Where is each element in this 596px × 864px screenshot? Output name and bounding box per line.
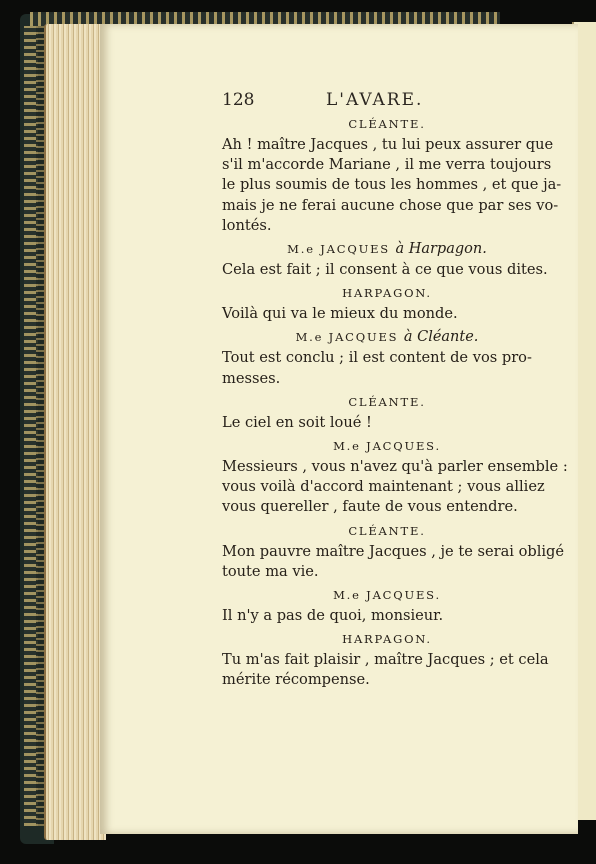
speaker-heading xyxy=(222,435,552,457)
page-number: 128 xyxy=(222,90,255,110)
speech-line: vous voilà d'accord maintenant ; vous alliez xyxy=(222,478,545,496)
speech-line: mérite récompense. xyxy=(222,671,370,689)
speech xyxy=(222,135,562,236)
speaker-name: CLÉANTE. xyxy=(348,394,426,409)
speaker-heading xyxy=(222,326,552,348)
speech-line: messes. xyxy=(222,369,281,387)
speech xyxy=(222,457,568,518)
speech-line: toute ma vie. xyxy=(222,562,319,580)
speech-line: Le ciel en soit loué ! xyxy=(222,413,372,431)
speech xyxy=(222,650,552,690)
speaker-name: HARPAGON. xyxy=(342,632,432,647)
spine-tooling-inner xyxy=(36,26,44,826)
speaker-heading xyxy=(222,391,552,413)
speech-line: Mon pauvre maître Jacques , je te serai obligé xyxy=(222,542,565,560)
speech-line: Tout est conclu ; il est content de vos pro- xyxy=(222,349,532,367)
speech-line: Messieurs , vous n'avez qu'à parler ensemble : xyxy=(222,458,568,476)
speech-line: Tu m'as fait plaisir , maître Jacques ; et cela xyxy=(222,651,549,669)
play-text xyxy=(222,113,568,693)
speaker-name: M.e JACQUES. xyxy=(333,588,441,603)
stage-direction: à Harpagon. xyxy=(395,241,487,258)
speech-line: le plus soumis de tous les hommes , et que ja- xyxy=(222,176,562,194)
speaker-name: CLÉANTE. xyxy=(348,117,426,131)
speech xyxy=(222,348,552,388)
speaker-name: M.e JACQUES. xyxy=(333,439,441,454)
speech-line: Cela est fait ; il consent à ce que vous dites. xyxy=(222,261,548,279)
speaker-heading xyxy=(222,628,552,650)
speech xyxy=(222,606,552,626)
speech-line: vous quereller , faute de vous entendre. xyxy=(222,498,518,516)
stage-direction: à Cléante. xyxy=(403,329,479,346)
speaker-heading xyxy=(222,238,552,260)
speaker-heading xyxy=(222,584,552,606)
speaker-name: HARPAGON. xyxy=(342,286,432,301)
speech xyxy=(222,260,552,280)
speaker-name: M.e JACQUES xyxy=(295,330,399,345)
background-corner xyxy=(578,820,596,864)
running-head: L'AVARE. xyxy=(326,90,424,110)
speech-line: Ah ! maître Jacques , tu lui peux assurer que xyxy=(222,136,554,153)
page-header xyxy=(222,90,522,114)
speech xyxy=(222,413,552,433)
speech-line: Voilà qui va le mieux du monde. xyxy=(222,305,458,323)
speaker-name: M.e JACQUES xyxy=(287,242,390,257)
speech xyxy=(222,542,565,582)
speech-line: Il n'y a pas de quoi, monsieur. xyxy=(222,607,444,625)
speech-line: mais je ne ferai aucune chose que par ses vo- xyxy=(222,196,559,214)
page-edges xyxy=(44,24,106,840)
speaker-heading xyxy=(222,520,552,542)
speech-line: s'il m'accorde Mariane , il me verra toujours xyxy=(222,156,552,174)
speaker-heading xyxy=(222,113,552,135)
speech-line: lontés. xyxy=(222,216,272,234)
speech xyxy=(222,304,552,324)
speaker-name: CLÉANTE. xyxy=(348,523,426,538)
speaker-heading xyxy=(222,282,552,304)
